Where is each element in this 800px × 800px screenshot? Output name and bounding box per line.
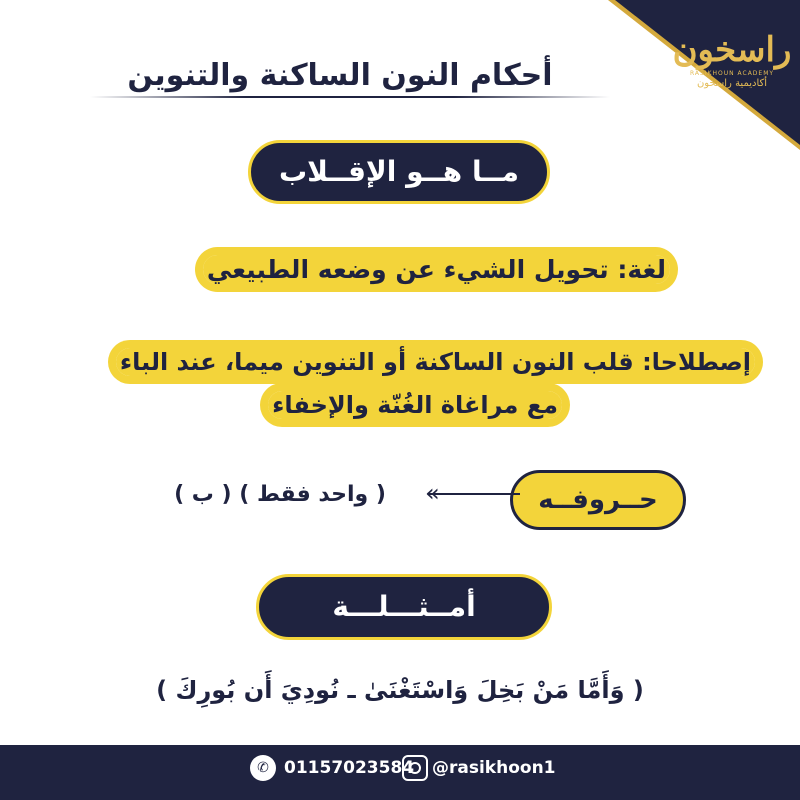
letters-pill <box>510 470 686 530</box>
technical-definition-line1 <box>25 345 755 379</box>
examples-pill-label: أمــثـــلـــة <box>332 590 476 623</box>
question-pill <box>248 140 550 204</box>
examples-pill <box>256 574 552 640</box>
technical-definition-line2 <box>62 388 562 422</box>
letters-pill-label: حــروفــه <box>538 485 658 515</box>
technical-definition-text-1: إصطلاحا: قلب النون الساكنة أو التنوين ميما، عند الباء <box>116 348 755 376</box>
whatsapp-icon: ✆ <box>250 755 276 781</box>
linguistic-definition-text: لغة: تحويل الشيء عن وضعه الطبيعي <box>203 255 670 284</box>
academy-logo <box>672 30 792 90</box>
instagram-handle[interactable]: @rasikhoon1 <box>432 758 556 778</box>
page-title: أحكام النون الساكنة والتنوين <box>127 58 553 93</box>
letters-text: ( واحد فقط ) ( ب ) <box>174 482 386 507</box>
linguistic-definition <box>110 252 670 288</box>
technical-definition-text-2: مع مراغاة الغُنّة والإخفاء <box>268 391 562 419</box>
examples-text: ( وَأَمَّا مَنْ بَخِلَ وَاسْتَغْنَىٰ ـ نُودِيَ أَن بُورِكَ ) <box>156 676 644 704</box>
logo-arabic-name: أكاديمية راسخون <box>696 78 768 89</box>
logo-mark: راسخون <box>672 30 792 70</box>
instagram-icon-lens <box>409 762 421 774</box>
phone-number[interactable]: 01157023584 <box>284 758 415 778</box>
arrow-line <box>428 493 520 495</box>
double-chevron-left-icon: « <box>425 479 440 507</box>
title-underline <box>90 96 610 98</box>
logo-english-name: RASIKHOUN ACADEMY <box>689 70 775 77</box>
question-pill-label: مــا هــو الإقــلاب <box>279 155 519 188</box>
